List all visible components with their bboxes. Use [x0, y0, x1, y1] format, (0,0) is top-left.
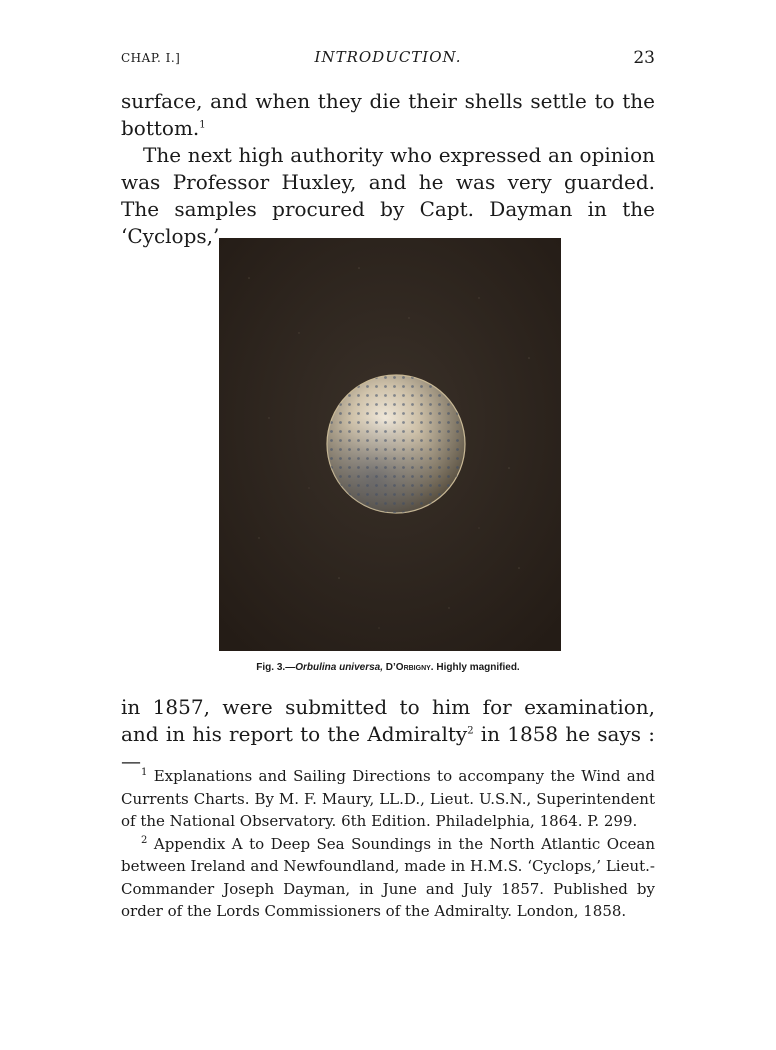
- paragraph-3-tail: in 1858 he says :—: [121, 722, 655, 773]
- caption-author: D’Orbigny.: [385, 662, 434, 673]
- top-text: [121, 88, 655, 250]
- footnote-2: [121, 833, 655, 923]
- continuation-text: [121, 694, 655, 775]
- running-title: INTRODUCTION.: [314, 48, 462, 66]
- caption-species: Orbulina universa,: [295, 662, 384, 673]
- figure-illustration: [219, 238, 561, 651]
- paragraph-1-text: surface, and when they die their shells settle to the bottom.: [121, 89, 655, 140]
- footnote-1-text: Explanations and Sailing Directions to accompany the Wind and Currents Charts. By M. F. Maury, LL.D., Lieut. U.S.N., Superintendent of the National Observatory. 6th Edition. Philadelphia, 1864. P. 299.: [121, 767, 655, 830]
- paragraph-2: The next high authority who expressed an opinion was Professor Huxley, and he was very guarded. The samples procured by Capt. Dayman in the ‘Cyclops,’: [121, 143, 655, 248]
- footnote-ref-2: 2: [467, 725, 474, 737]
- figure-caption: [121, 662, 655, 673]
- footnotes: [121, 765, 655, 923]
- footnote-1: [121, 765, 655, 833]
- footnote-ref-1: 1: [199, 119, 206, 131]
- chapter-label: CHAP. I.]: [121, 51, 181, 65]
- footnote-2-text: Appendix A to Deep Sea Soundings in the North Atlantic Ocean between Ireland and Newfoundland, made in H.M.S. ‘Cyclops,’ Lieut.-Commander Joseph Dayman, in June and July 1857. Published by order of the Lords Commissioners of the Admiralty. London, 1858.: [121, 834, 655, 920]
- caption-note: Highly magnified.: [436, 662, 520, 673]
- caption-label: Fig. 3.—: [256, 662, 296, 673]
- footnote-1-marker: 1: [141, 767, 148, 778]
- paragraph-3-text: in 1857, were submitted to him for examination, and in his report to the Admiralty: [121, 695, 655, 746]
- shell-shadow: [327, 375, 465, 513]
- page-number: 23: [633, 48, 655, 68]
- figure-orbulina: [219, 238, 561, 651]
- paragraph-1: [121, 88, 655, 142]
- page-header: [121, 48, 655, 72]
- footnote-2-marker: 2: [141, 834, 148, 846]
- paragraph-3: [121, 694, 655, 775]
